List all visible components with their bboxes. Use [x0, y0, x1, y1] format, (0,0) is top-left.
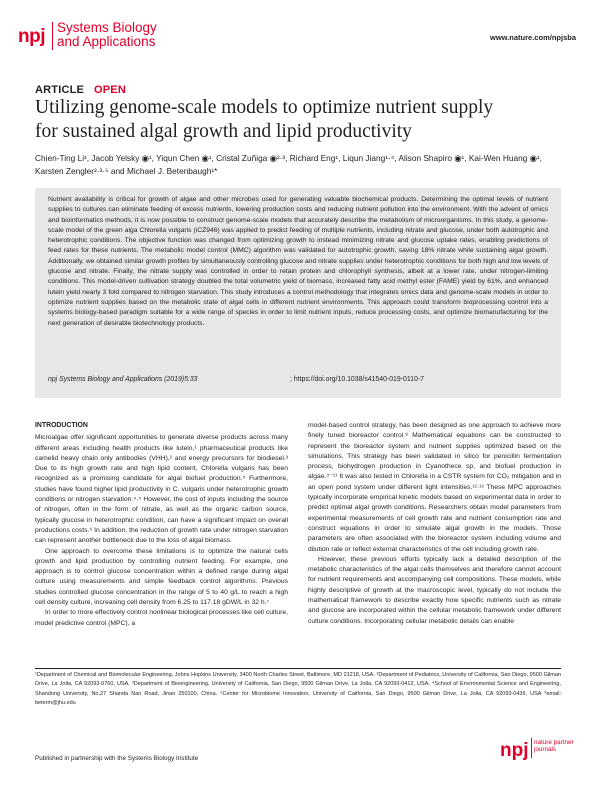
author-list	[35, 152, 565, 177]
authors-line-1: Chien-Ting Li¹, Jacob Yelsky ◉¹, Yiqun Chen ◉¹, Cristal Zuñiga ◉²·³, Richard Eng¹, Liqun Jiang¹·⁴, Alison Shapiro ◉¹, Kai-Wen Huang ◉¹,	[35, 153, 542, 163]
footnote-divider	[35, 668, 561, 669]
open-access-label: OPEN	[94, 84, 126, 96]
abstract-text: Nutrient availability is critical for growth of algae and other microbes used for generating valuable biochemical products. Determining the optimal levels of nutrient supplies to cultures can eliminate feeding of excess nutrients, lowering production costs and reducing nutrient pollution into the environment. With the advent of omics and bioinformatics methods, it is now possible to construct genome-scale models that accurately describe the metabolism of microorganisms. In this study, a genome-scale model of the green alga Chlorella vulgaris (iCZ946) was applied to predict feeding of multiple nutrients, including nitrate and glucose, under both autotrophic and heterotrophic conditions. The objective function was changed from optimizing growth to instead minimizing nitrate and glucose uptake rates, enabling predictions of feed rates for these nutrients. The metabolic model control (MMC) algorithm was validated for autotrophic growth, saving 18% nitrate while sustaining algal growth. Additionally, we obtained similar growth profiles by simultaneously controlling glucose and nitrate supplies under heterotrophic conditions for both high and low levels of glucose and nitrate. Finally, the nitrate supply was controlled in order to retain protein and chlorophyll synthesis, albeit at a lower rate, under nitrogen-limiting conditions. This model-driven cultivation strategy doubled the total volumetric yield of biomass, increased fatty acid methyl ester (FAME) yield by 61%, and enhanced lutein yield nearly 3 fold compared to nitrogen starvation. This study introduces a control methodology that integrates omics data and genome-scale models in order to optimize nutrient supplies based on the metabolic state of algal cells in different nutrient environments. This approach could transform bioprocessing control into a systems biology-based paradigm suitable for a wide range of species in order to limit nutrient inputs, reduce processing costs, and optimize biomanufacturing for the next generation of desirable biotechnology products.	[48, 196, 548, 327]
journal-name-line2: and Applications	[57, 34, 156, 49]
article-type-label: ARTICLE	[35, 84, 85, 96]
body-column-right	[308, 421, 561, 627]
partner-journals-label	[534, 739, 574, 753]
title-line-2: for sustained algal growth and lipid productivity	[35, 121, 412, 142]
partner-line-2: journals	[534, 746, 557, 753]
doi-link[interactable]: ; https://doi.org/10.1038/s41540-019-0110-7	[290, 376, 424, 383]
body-column-left	[35, 421, 288, 629]
logo-divider	[52, 22, 53, 50]
journal-name	[57, 21, 217, 49]
paragraph: Microalgae offer significant opportunities to generate diverse products across many different areas including health products like lutein,¹ pharmaceutical products like camelid heavy chain only antibodies (VHH),² and energy precursors for biodiesel.³ Due to its high growth rate and high lipid content, Chlorella vulgaris has been recognized as a promising candidate for algal biofuel production.⁵ Furthermore, studies have found higher lipid productivity in C. vulgaris under heterotrophic growth conditions or nitrogen starvation.⁴·⁵ However, the cost of inputs including the source of nitrogen, often in the form of nitrate, as well as the organic carbon source, typically glucose in heterotrophic condition, can have a significant impact on overall productions costs.⁶ In addition, the reduction of growth rate under nitrogen starvation can represent another bottleneck due to the loss of algal biomass.	[35, 434, 288, 545]
partner-logo-divider	[531, 738, 532, 758]
journal-url[interactable]: www.nature.com/npjsba	[490, 33, 576, 42]
title-line-1: Utilizing genome-scale models to optimize nutrient supply	[35, 97, 494, 118]
citation: npj Systems Biology and Applications (2019)5:33	[48, 376, 198, 383]
npj-partner-logo: npj	[500, 740, 529, 761]
partner-line-1: nature partner	[534, 739, 574, 746]
paragraph: One approach to overcome these limitations is to optimize the natural cells growth and lipid production by controlling nutrient feeding. For example, one approach is to control glucose concentration within a defined range during algal culture using measurements and simple feedback control algorithms. Previous studies controlled glucose concentration in the range of 5 to 40 g/L to reach a high cell density culture, increasing cell density from 6.25 to 117.18 gDW/L in 32 h.⁷	[35, 547, 288, 607]
published-in-partnership: Published in partnership with the Systems Biology Institute	[35, 755, 199, 762]
journal-name-line1: Systems Biology	[57, 20, 157, 35]
paragraph: However, these previous efforts typically lack a detailed description of the metabolic characteristics of the algal cells themselves and therefore cannot account for nutrient requirements and accompanying cell compositions. These models, while highly descriptive of growth at the macroscopic level, typically do not include the mathematical framework to describe exactly how specific nutrients such as nitrate and glucose are incorporated within the cellular metabolic framework under different culture conditions. Incorporating cellular metabolic details can enable	[308, 555, 561, 625]
authors-line-2: Karsten Zengler²·³·⁵ and Michael J. Betenbaugh¹*	[35, 165, 218, 176]
npj-logo: npj	[18, 26, 45, 47]
section-heading-introduction: INTRODUCTION	[35, 422, 88, 429]
paragraph: In order to more effectively control nonlinear biological processes like cell culture, model predictive control (MPC), a	[35, 609, 288, 627]
article-title	[35, 96, 555, 144]
affiliations-footnote: ¹Department of Chemical and Biomolecular Engineering, Johns Hopkins University, 3400 North Charles Street, Baltimore, MD 21218, USA. ²Department of Pediatrics, University of California, San Diego, 9500 Gilman Drive, La Jolla, CA 92093-0760, USA. ³Department of Bioengineering, University of California, San Diego, 9500 Gilman Drive, La Jolla, CA 92093-0412, USA. ⁴School of Environmental Science and Engineering, Shandong University, No.27 Shanda Nan Road, Jinan 250100, China. ⁵Center for Microbiome Innovation, University of California, San Diego, 9500 Gilman Drive, La Jolla, CA 92093-0436, USA *email: beterm@jhu.edu	[35, 672, 561, 706]
paragraph: model-based control strategy, has been designed as one approach to achieve more finely tuned bioreactor control.⁸ Mathematical equations can be constructed to represent the bioreactor system and nutrient supplies optimized based on the simulations. This strategy has been validated in silico for penicillin fermentation process, biohydrogen production in Cyanothece sp, and biofuel production in algae.⁹⁻¹¹ It was also tested in Chlorella in a CSTR system for CO₂ mitigation and in an open pond system under different light intensities.¹²·¹³ These MPC approaches typically incorporate empirical kinetic models based on experimental data in order to predict optimal algal growth conditions. Researchers obtain model parameters from experimental measurements of cell growth rate and nutrient consumption rate and construct equations in order to simulate algal growth in the models. Those parameters are often associated with the bioreactor system including volume and dilution rate or reflect external characteristics of the cell including growth rate.	[308, 422, 561, 553]
